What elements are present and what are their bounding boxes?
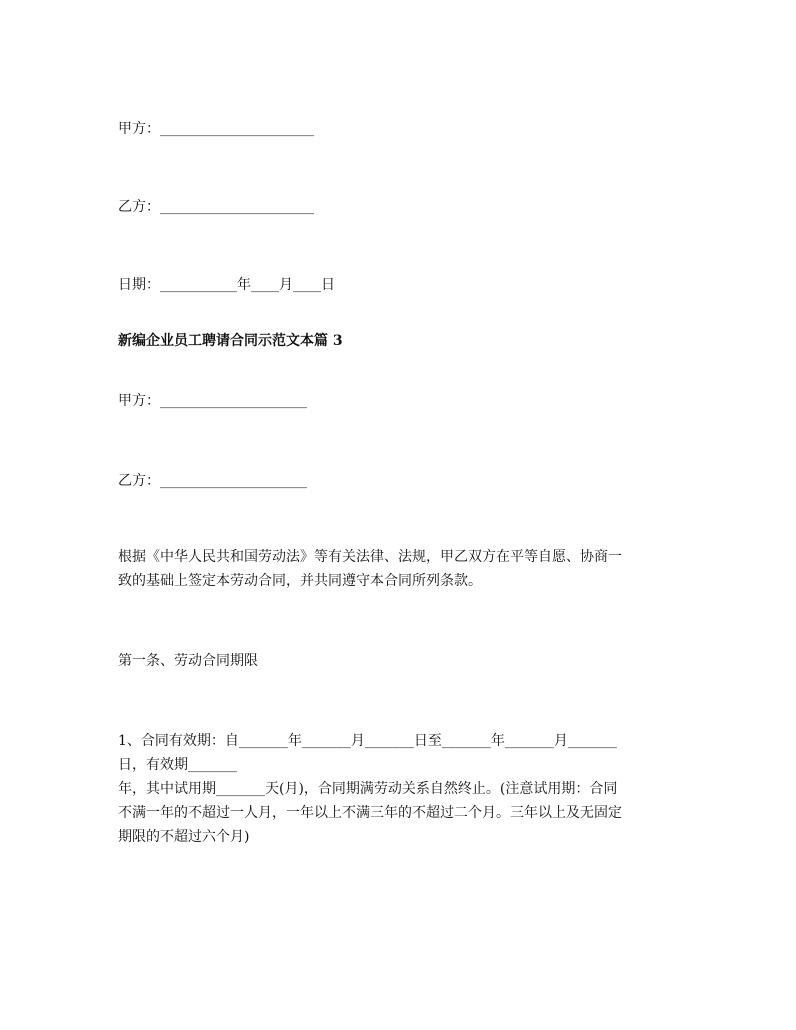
party-b-field: 乙方：_____________________ — [118, 473, 307, 489]
clause-line: 不满一年的不超过一人月，一年以上不满三年的不超过二个月。三年以上及无固定 — [118, 805, 622, 821]
clause-line: 年，其中试用期_______天(月)，合同期满劳动关系自然终止。(注意试用期：合同 — [118, 781, 618, 797]
party-b-signature-line: 乙方：______________________ — [118, 199, 314, 215]
intro-line: 根据《中华人民共和国劳动法》等有关法律、法规，甲乙双方在平等自愿、协商一 — [118, 549, 622, 565]
section-heading: 新编企业员工聘请合同示范文本篇 3 — [118, 333, 343, 349]
clause-line: 1、合同有效期：自_______年_______月_______日至_______年_______月_______ — [118, 733, 617, 749]
intro-paragraph — [118, 545, 688, 593]
contract-term-clause — [118, 729, 688, 849]
clause-line: 日，有效期_______ — [118, 757, 237, 773]
article-title: 第一条、劳动合同期限 — [118, 653, 258, 669]
party-a-signature-line: 甲方：______________________ — [118, 121, 314, 137]
party-a-field: 甲方：_____________________ — [118, 393, 307, 409]
clause-line: 期限的不超过六个月) — [118, 829, 250, 845]
intro-line: 致的基础上签定本劳动合同，并共同遵守本合同所列条款。 — [118, 573, 482, 589]
date-signature-line: 日期：___________年____月____日 — [118, 277, 335, 293]
